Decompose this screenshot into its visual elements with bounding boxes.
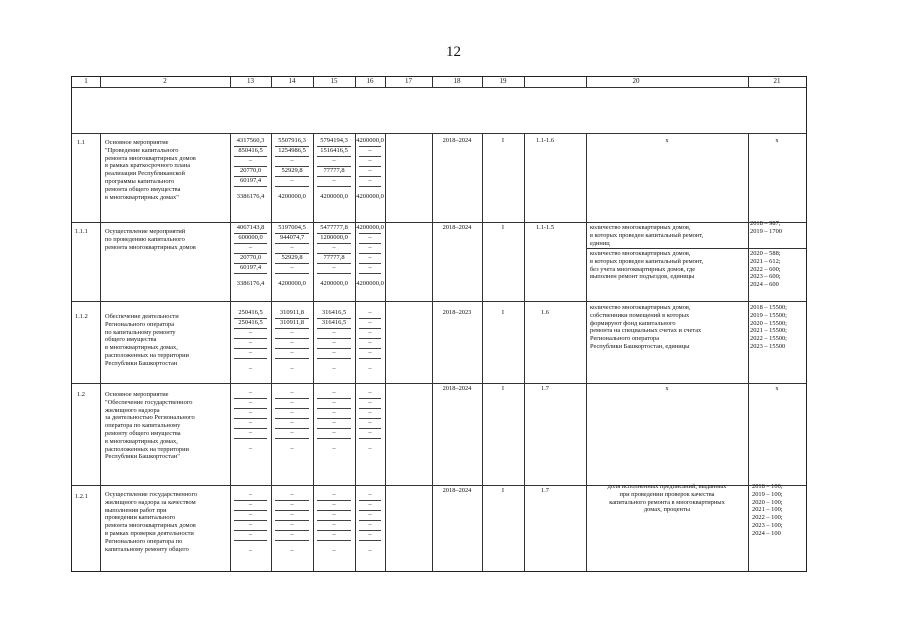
c21: х bbox=[775, 137, 779, 144]
finance-value: – bbox=[290, 157, 294, 164]
finance-value: – bbox=[290, 547, 294, 554]
finance-value: 4200000,0 bbox=[320, 193, 348, 200]
page-number: 12 bbox=[446, 44, 461, 60]
c21-a: 2018 – 987; 2019 – 1700 bbox=[750, 220, 782, 235]
finance-value: 250416,5 bbox=[238, 309, 263, 316]
finance-value: – bbox=[290, 419, 294, 426]
finance-value: – bbox=[290, 349, 294, 356]
finance-value: 77777,8 bbox=[323, 167, 345, 174]
finance-value: – bbox=[248, 491, 253, 498]
c20: доля исполненных предписаний, выданных при проведении проверок качества капитального ремонта в многоквартирных домах, проценты bbox=[607, 483, 727, 514]
finance-value: 60197,4 bbox=[239, 264, 262, 271]
finance-value: – bbox=[368, 521, 372, 528]
row-name: Обеспечение деятельности Регионального оператора по капитальному ремонту общего имущества в многоквартирных домах, расположенных на территории Республики Башкортостан bbox=[105, 313, 189, 367]
finance-value: 1254986,5 bbox=[278, 147, 306, 154]
finance-value: – bbox=[368, 319, 372, 326]
finance-value: 1516416,5 bbox=[320, 147, 348, 154]
c18: I bbox=[501, 224, 505, 231]
finance-value: – bbox=[248, 445, 253, 452]
finance-value: 850416,5 bbox=[238, 147, 263, 154]
c20-a: количество многоквартирных домов, в которых проведен капитальный ремонт, единиц bbox=[590, 224, 704, 247]
finance-value: – bbox=[248, 511, 253, 518]
period: 2018–2024 bbox=[442, 137, 472, 144]
c20: количество многоквартирных домов, собственники помещений в которых формируют фонд капитального ремонта на специальных счетах и счетах Регионального оператора Республики Башкортостан, единицы bbox=[590, 304, 702, 350]
finance-value: – bbox=[332, 365, 336, 372]
finance-value: – bbox=[248, 389, 253, 396]
finance-value: – bbox=[368, 419, 372, 426]
finance-value: 944074,7 bbox=[279, 234, 305, 241]
col-header: 14 bbox=[288, 77, 296, 85]
c21: х bbox=[775, 385, 779, 392]
finance-value: – bbox=[248, 365, 253, 372]
finance-value: 3386176,4 bbox=[236, 193, 265, 200]
finance-value: 20770,0 bbox=[239, 254, 262, 261]
finance-value: – bbox=[332, 445, 336, 452]
finance-value: – bbox=[368, 501, 372, 508]
finance-value: 310911,8 bbox=[279, 309, 305, 316]
finance-value: 310911,8 bbox=[279, 319, 305, 326]
row-name: Осуществление мероприятий по проведению капитального ремонта многоквартирных домов bbox=[105, 228, 196, 251]
finance-value: – bbox=[290, 429, 294, 436]
finance-value: – bbox=[332, 491, 336, 498]
col-header: 1 bbox=[84, 77, 88, 85]
finance-value: – bbox=[248, 399, 253, 406]
finance-value: – bbox=[368, 547, 372, 554]
finance-value: 4067143,8 bbox=[236, 224, 265, 231]
finance-value: – bbox=[248, 419, 253, 426]
finance-value: – bbox=[368, 329, 372, 336]
col-header: 21 bbox=[773, 77, 781, 85]
col-header: 19 bbox=[499, 77, 507, 85]
finance-value: – bbox=[368, 429, 372, 436]
col-header: 16 bbox=[366, 77, 374, 85]
row-name: Осуществление государственного жилищного надзора за качеством выполнения работ при проведении капитального ремонта многоквартирных домов в рамках проверки деятельности Регионального оператора по капитальному ремонту общего bbox=[105, 491, 198, 553]
finance-value: – bbox=[290, 409, 294, 416]
finance-value: – bbox=[368, 309, 372, 316]
finance-value: 52929,8 bbox=[281, 167, 303, 174]
finance-value: – bbox=[290, 329, 294, 336]
finance-value: 4200000,0 bbox=[356, 224, 384, 231]
col-header: 2 bbox=[163, 77, 167, 85]
c18: I bbox=[501, 309, 505, 316]
finance-value: – bbox=[290, 264, 294, 271]
c19: 1.7 bbox=[541, 385, 549, 392]
finance-value: – bbox=[368, 264, 372, 271]
finance-value: – bbox=[332, 244, 336, 251]
finance-value: 4200000,0 bbox=[356, 280, 384, 287]
finance-value: – bbox=[368, 157, 372, 164]
finance-value: – bbox=[290, 531, 294, 538]
finance-value: – bbox=[368, 177, 372, 184]
finance-value: – bbox=[332, 264, 336, 271]
finance-value: 5477777,8 bbox=[320, 224, 348, 231]
row-name: Основное мероприятие "Обеспечение государственного жилищного надзора за деятельностью Регионального оператора по капитальному ремонту общего имущества в многоквартирных домах, расположенных на территории Республики Башкортостан" bbox=[105, 391, 195, 461]
finance-value: – bbox=[290, 521, 294, 528]
finance-value: – bbox=[290, 365, 294, 372]
finance-value: – bbox=[332, 329, 336, 336]
finance-value: – bbox=[368, 511, 372, 518]
finance-value: – bbox=[248, 409, 253, 416]
row-number: 1.1.2 bbox=[75, 313, 88, 320]
finance-value: – bbox=[290, 445, 294, 452]
finance-value: – bbox=[290, 339, 294, 346]
finance-value: – bbox=[368, 389, 372, 396]
finance-value: – bbox=[368, 349, 372, 356]
finance-value: 20770,0 bbox=[239, 167, 262, 174]
finance-value: – bbox=[290, 177, 294, 184]
finance-value: – bbox=[248, 501, 253, 508]
c18: I bbox=[501, 487, 505, 494]
finance-value: – bbox=[290, 511, 294, 518]
finance-value: 3386176,4 bbox=[236, 280, 265, 287]
c19: 1.1-1.6 bbox=[535, 137, 555, 144]
finance-value: 5197004,5 bbox=[278, 224, 306, 231]
finance-value: 4200000,0 bbox=[278, 193, 306, 200]
finance-value: – bbox=[332, 349, 336, 356]
finance-value: – bbox=[368, 244, 372, 251]
row-number: 1.1 bbox=[77, 139, 85, 146]
finance-value: 4200000,0 bbox=[320, 280, 348, 287]
finance-value: – bbox=[332, 547, 336, 554]
finance-value: – bbox=[290, 399, 294, 406]
period: 2018–2024 bbox=[442, 487, 472, 494]
row-number: 1.2 bbox=[77, 391, 85, 398]
finance-value: 52929,8 bbox=[281, 254, 303, 261]
row-name: Основное мероприятие "Проведение капитального ремонта многоквартирных домов в рамках краткосрочного плана реализации Республиканской программы капитального ремонта общего имущества в многоквартирных домах" bbox=[105, 139, 196, 201]
c19: 1.7 bbox=[541, 487, 549, 494]
finance-value: 250416,5 bbox=[238, 319, 263, 326]
finance-value: – bbox=[368, 147, 372, 154]
c20: х bbox=[665, 137, 669, 144]
finance-value: – bbox=[368, 234, 372, 241]
finance-value: – bbox=[248, 157, 253, 164]
finance-value: – bbox=[332, 409, 336, 416]
program-table bbox=[71, 76, 807, 572]
finance-value: – bbox=[248, 349, 253, 356]
finance-value: 77777,8 bbox=[323, 254, 345, 261]
c21-b: 2020 – 588; 2021 – 612; 2022 – 600; 2023 – 600; 2024 – 600 bbox=[750, 250, 781, 289]
finance-value: – bbox=[290, 501, 294, 508]
finance-value: – bbox=[368, 491, 372, 498]
col-header: 20 bbox=[632, 77, 640, 85]
finance-value: – bbox=[248, 429, 253, 436]
col-header: 17 bbox=[405, 77, 412, 85]
finance-value: – bbox=[332, 501, 336, 508]
finance-value: – bbox=[248, 531, 253, 538]
finance-value: – bbox=[332, 419, 336, 426]
col-header: 15 bbox=[330, 77, 338, 85]
finance-value: – bbox=[248, 244, 253, 251]
finance-value: – bbox=[290, 491, 294, 498]
finance-value: 5794194,3 bbox=[320, 137, 348, 144]
c19: 1.6 bbox=[541, 309, 549, 316]
finance-value: – bbox=[290, 389, 294, 396]
finance-value: – bbox=[248, 547, 253, 554]
finance-value: 4200000,0 bbox=[356, 137, 384, 144]
finance-value: 600000,0 bbox=[238, 234, 263, 241]
finance-value: – bbox=[332, 339, 336, 346]
finance-value: 4200000,0 bbox=[278, 280, 306, 287]
period: 2018–2023 bbox=[442, 309, 472, 316]
finance-value: – bbox=[368, 445, 372, 452]
finance-value: – bbox=[368, 339, 372, 346]
finance-value: 1200000,0 bbox=[320, 234, 348, 241]
finance-value: – bbox=[332, 389, 336, 396]
finance-value: – bbox=[332, 399, 336, 406]
finance-value: – bbox=[332, 177, 336, 184]
c21: 2018 – 15500; 2019 – 15500; 2020 – 15500; 2021 – 15500; 2022 – 15500; 2023 – 15500 bbox=[750, 304, 787, 350]
c18: I bbox=[501, 137, 505, 144]
finance-value: 60197,4 bbox=[239, 177, 262, 184]
row-number: 1.1.1 bbox=[75, 228, 88, 235]
finance-value: 316416,5 bbox=[321, 319, 347, 326]
finance-value: 4200000,0 bbox=[356, 193, 384, 200]
finance-value: – bbox=[368, 531, 372, 538]
col-header: 13 bbox=[247, 77, 254, 85]
finance-value: – bbox=[248, 329, 253, 336]
finance-value: – bbox=[332, 511, 336, 518]
c18: I bbox=[501, 385, 505, 392]
c19: 1.1-1.5 bbox=[535, 224, 555, 231]
c20-b: количество многоквартирных домов, в которых проведен капитальный ремонт, без учета многоквартирных домов, где выполнен ремонт подъездов, единицы bbox=[590, 250, 704, 281]
finance-value: – bbox=[368, 365, 372, 372]
row-number: 1.2.1 bbox=[75, 493, 88, 500]
finance-value: 4317560,3 bbox=[236, 137, 265, 144]
c20: х bbox=[665, 385, 669, 392]
finance-value: – bbox=[368, 409, 372, 416]
finance-value: 316416,5 bbox=[321, 309, 347, 316]
finance-value: – bbox=[368, 399, 372, 406]
col-header: 18 bbox=[453, 77, 461, 85]
period: 2018–2024 bbox=[442, 224, 472, 231]
finance-value: – bbox=[332, 521, 336, 528]
finance-value: 5507916,3 bbox=[278, 137, 306, 144]
c21: 2018 – 100; 2019 – 100; 2020 – 100; 2021 – 100; 2022 – 100; 2023 – 100; 2024 – 100 bbox=[752, 483, 783, 537]
finance-value: – bbox=[248, 339, 253, 346]
finance-value: – bbox=[368, 167, 372, 174]
finance-value: – bbox=[332, 157, 336, 164]
period: 2018–2024 bbox=[442, 385, 472, 392]
finance-value: – bbox=[332, 429, 336, 436]
finance-value: – bbox=[332, 531, 336, 538]
finance-value: – bbox=[368, 254, 372, 261]
finance-value: – bbox=[290, 244, 294, 251]
finance-value: – bbox=[248, 521, 253, 528]
